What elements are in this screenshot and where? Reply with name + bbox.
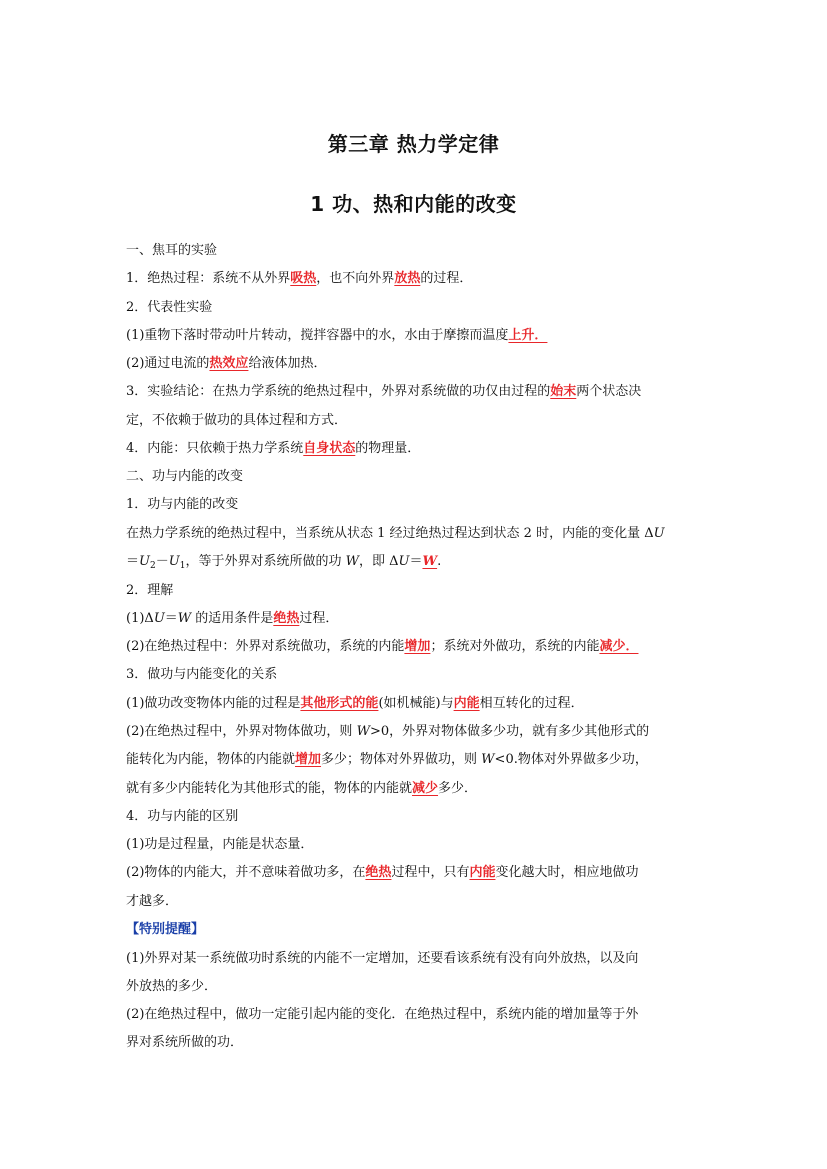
keyword: 热效应 <box>209 356 249 371</box>
keyword: 上升． <box>508 328 548 343</box>
keyword: 绝热 <box>273 611 300 626</box>
para-20: (1)功是过程量，内能是状态量． <box>126 837 314 852</box>
keyword: 始末 <box>550 384 577 399</box>
para-12: (1)ΔU＝W 的适用条件是绝热过程． <box>126 611 339 626</box>
section-title: 1 功、热和内能的改变 <box>310 192 517 216</box>
para-19: 4．功与内能的区别 <box>126 809 239 824</box>
para-18: 就有多少内能转化为其他形式的能，物体的内能就减少多少． <box>126 781 478 796</box>
para-8: 1．功与内能的改变 <box>126 497 239 512</box>
para-7: 4．内能：只依赖于热力学系统自身状态的物理量． <box>126 441 421 456</box>
note-1: (1)外界对某一系统做功时系统的内能不一定增加，还要看该系统有没有向外放热，以及向 <box>126 951 639 966</box>
para-2: 2．代表性实验 <box>126 300 213 315</box>
heading-2: 二、功与内能的改变 <box>126 469 244 484</box>
note-2-cont: 界对系统所做的功． <box>126 1035 244 1050</box>
para-16: (2)在绝热过程中，外界对物体做功，则 W>0，外界对物体做多少功，就有多少其他形式的 <box>126 724 650 739</box>
para-15: (1)做功改变物体内能的过程是其他形式的能(如机械能)与内能相互转化的过程． <box>126 696 584 711</box>
para-4: (2)通过电流的热效应给液体加热． <box>126 356 327 371</box>
para-17: 能转化为内能，物体的内能就增加多少；物体对外界做功，则 W<0.物体对外界做多少功， <box>126 752 648 767</box>
para-14: 3．做功与内能变化的关系 <box>126 667 278 682</box>
keyword: 绝热 <box>365 865 392 880</box>
keyword: 吸热 <box>290 271 317 286</box>
note-2: (2)在绝热过程中，做功一定能引起内能的变化．在绝热过程中，系统内能的增加量等于外 <box>126 1007 639 1022</box>
para-1: 1．绝热过程：系统不从外界吸热，也不向外界放热的过程． <box>126 271 473 286</box>
para-22: 才越多． <box>126 894 179 909</box>
chapter-title: 第三章 热力学定律 <box>327 132 500 156</box>
note-1-cont: 外放热的多少． <box>126 979 218 994</box>
keyword: 增加 <box>404 639 431 654</box>
para-6: 定，不依赖于做功的具体过程和方式． <box>126 413 348 428</box>
keyword: 放热 <box>394 271 421 286</box>
para-10: $=U_2-U_1$，等于外界对系统所做的功 W，即 ΔU＝W. <box>126 554 442 571</box>
para-11: 2．理解 <box>126 583 174 598</box>
keyword: 其他形式的能 <box>300 696 379 711</box>
keyword: W <box>422 554 438 569</box>
keyword: 自身状态 <box>303 441 356 456</box>
keyword: 减少 <box>412 781 439 796</box>
para-13: (2)在绝热过程中：外界对系统做功，系统的内能增加；系统对外做功，系统的内能减少． <box>126 639 639 654</box>
keyword: 减少． <box>599 639 639 654</box>
para-9: 在热力学系统的绝热过程中，当系统从状态 1 经过绝热过程达到状态 2 时，内能的变化量 ΔU <box>126 526 665 541</box>
keyword: 内能 <box>453 696 480 711</box>
note-heading: 【特别提醒】 <box>126 922 205 937</box>
keyword: 内能 <box>469 865 496 880</box>
para-5: 3．实验结论：在热力学系统的绝热过程中，外界对系统做的功仅由过程的始末两个状态决 <box>126 384 642 399</box>
keyword: 增加 <box>295 752 322 767</box>
heading-1: 一、焦耳的实验 <box>126 243 218 258</box>
para-3: (1)重物下落时带动叶片转动，搅拌容器中的水，水由于摩擦而温度上升． <box>126 328 548 343</box>
para-21: (2)物体的内能大，并不意味着做功多，在绝热过程中，只有内能变化越大时，相应地做功 <box>126 865 639 880</box>
